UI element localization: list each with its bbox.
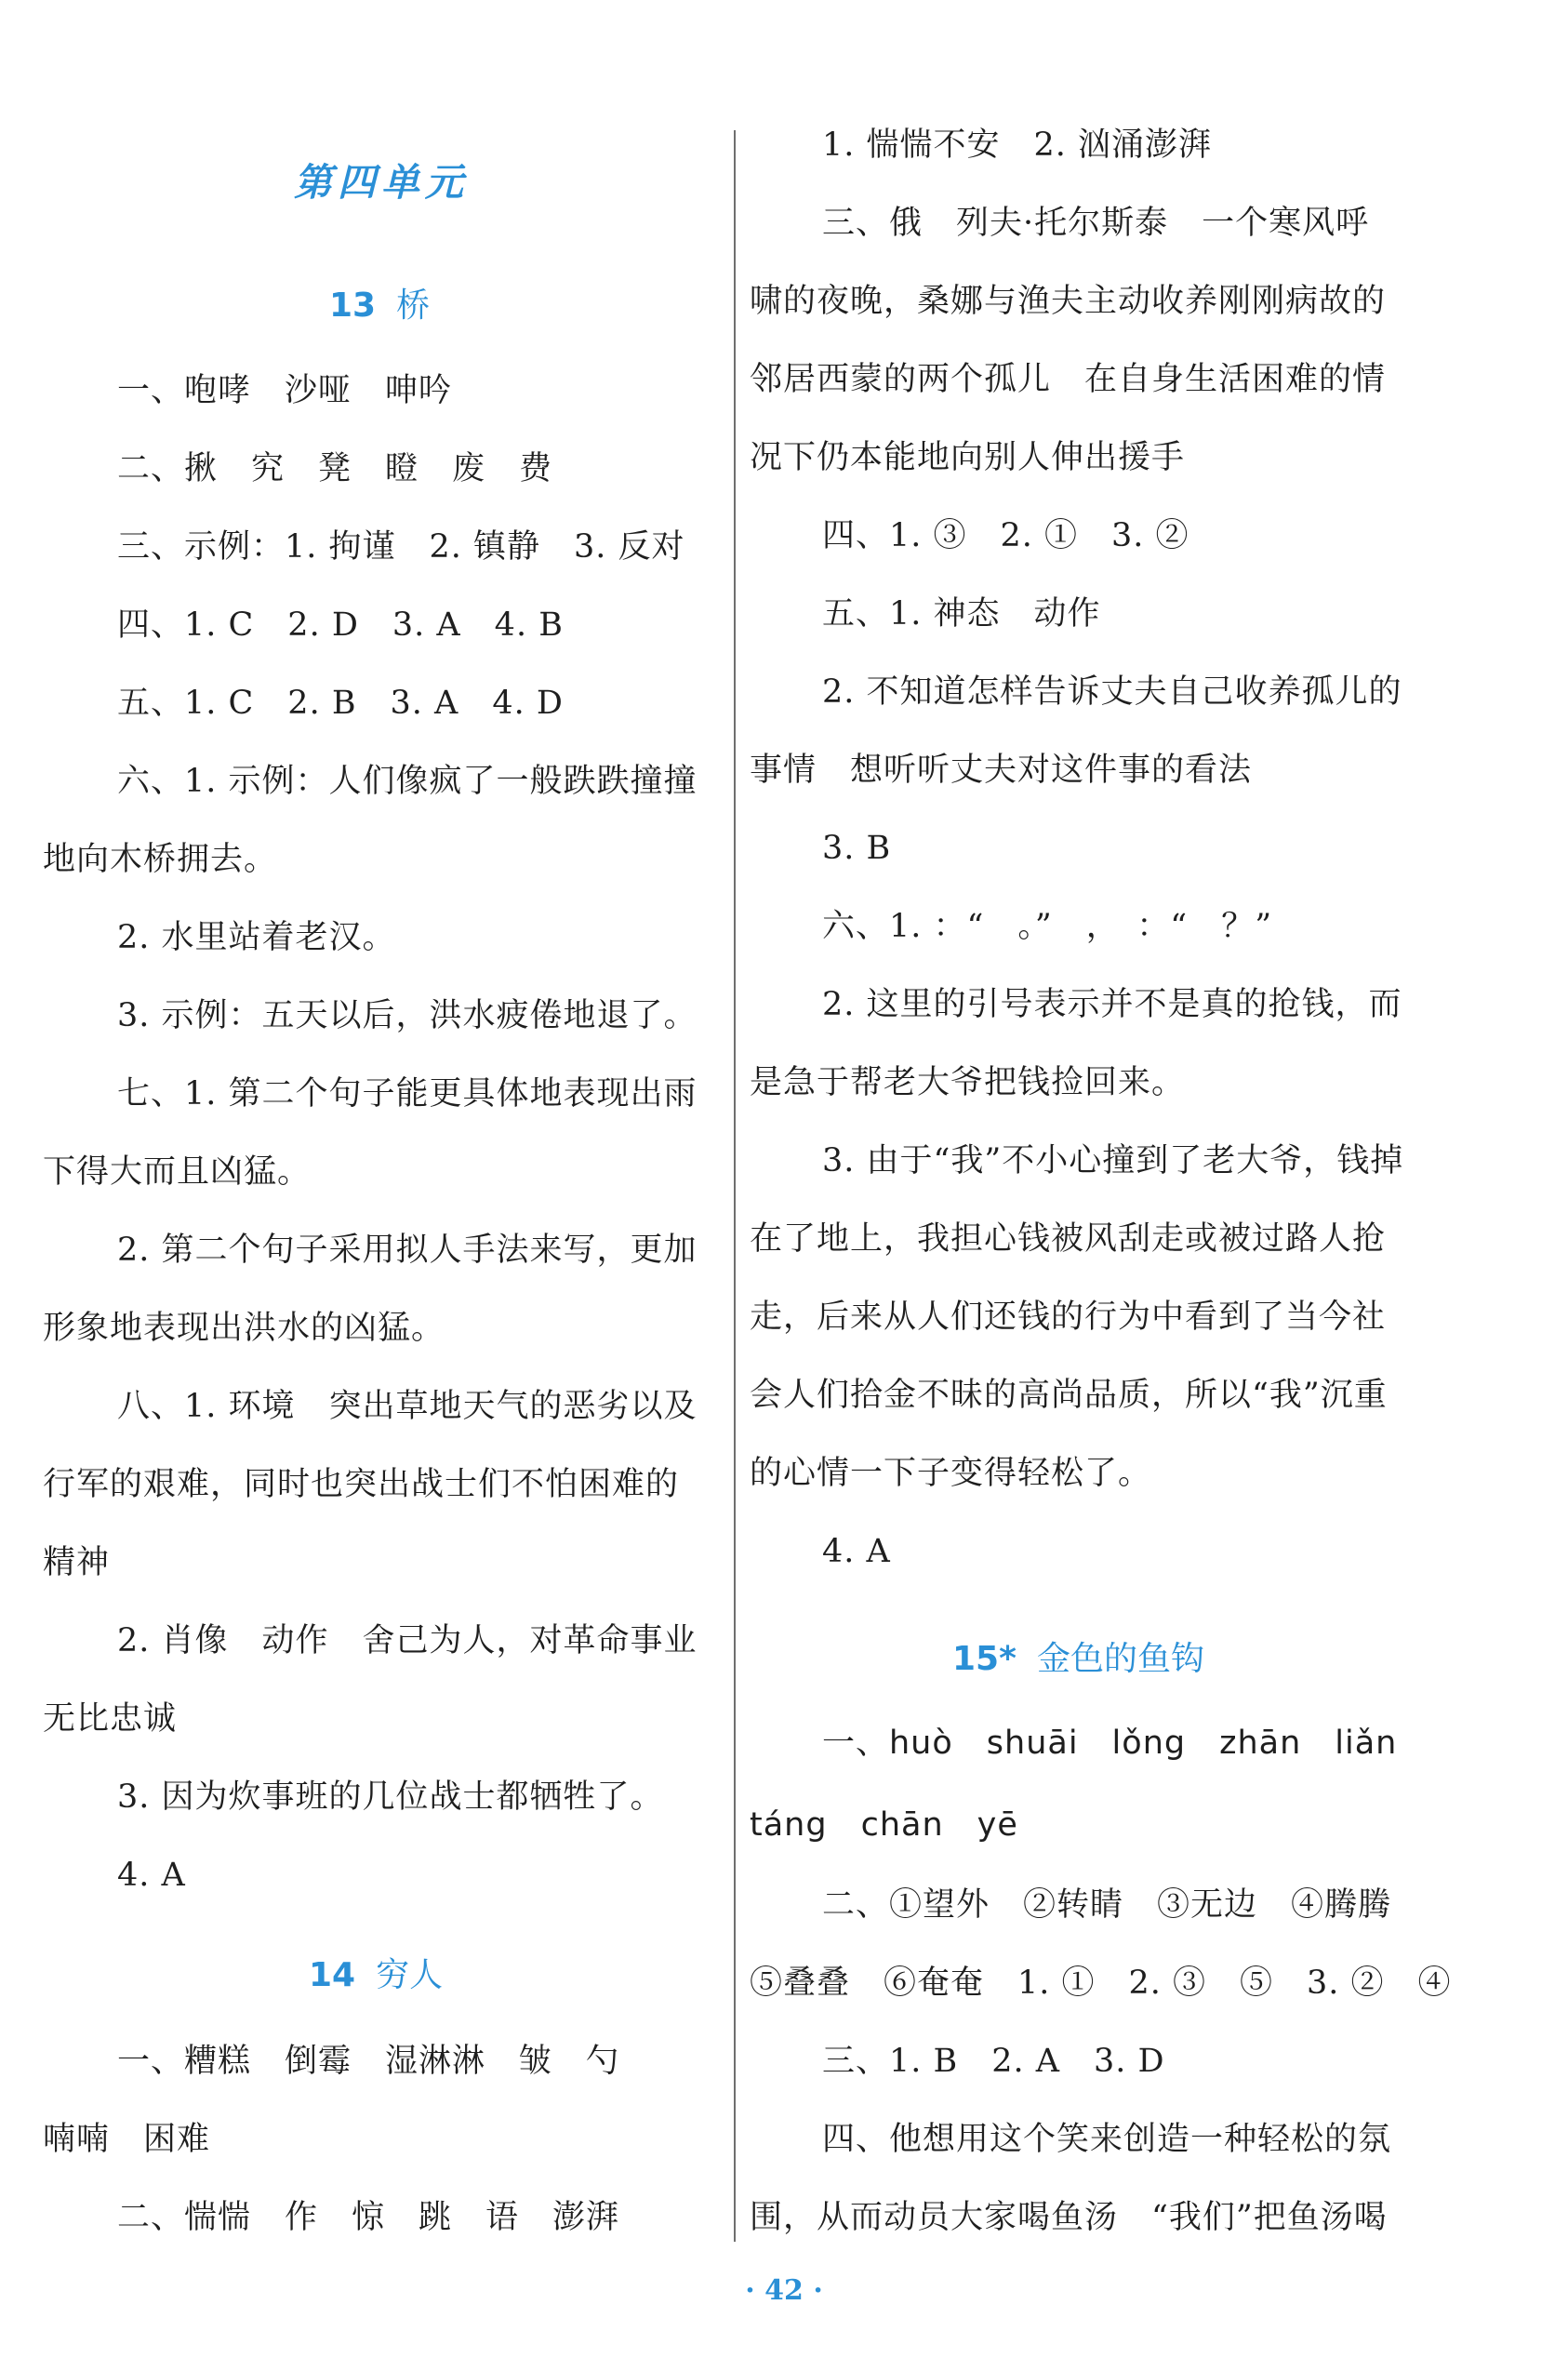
answer-line: 二、揪 究 凳 瞪 废 费 bbox=[117, 450, 553, 487]
answer-line: 四、他想用这个笑来创造一种轻松的氛 bbox=[822, 2121, 1392, 2158]
pinyin-line: 一、huò shuāi lǒng zhān liǎn bbox=[822, 1725, 1398, 1762]
answer-line: 会人们拾金不昧的高尚品质，所以“我”沉重 bbox=[750, 1377, 1388, 1414]
answer-line: 七、1. 第二个句子能更具体地表现出雨 bbox=[117, 1075, 698, 1112]
answer-line: 地向木桥拥去。 bbox=[43, 841, 278, 878]
answer-line: 在了地上，我担心钱被风刮走或被过路人抢 bbox=[750, 1220, 1387, 1258]
lesson-13-heading bbox=[329, 279, 430, 326]
lesson-15-heading bbox=[952, 1632, 1204, 1680]
answer-line: 形象地表现出洪水的凶猛。 bbox=[43, 1310, 445, 1347]
answer-line: 三、1. B 2. A 3. D bbox=[822, 2043, 1165, 2080]
answer-line: 五、1. C 2. B 3. A 4. D bbox=[117, 685, 564, 722]
lesson-title: 桥 bbox=[396, 286, 431, 325]
lesson-number: 13 bbox=[329, 286, 377, 325]
lesson-title: 穷人 bbox=[376, 1956, 444, 1994]
answer-line: 二、惴惴 作 惊 跳 语 澎湃 bbox=[117, 2199, 620, 2236]
answer-line: 一、糟糕 倒霉 湿淋淋 皱 勺 bbox=[117, 2043, 620, 2080]
answer-line: 八、1. 环境 突出草地天气的恶劣以及 bbox=[117, 1388, 698, 1425]
answer-line: 4. A bbox=[822, 1533, 891, 1570]
answer-line: 2. 不知道怎样告诉丈夫自己收养孤儿的 bbox=[822, 673, 1402, 711]
answer-line: 3. 示例：五天以后，洪水疲倦地退了。 bbox=[117, 997, 698, 1034]
answer-line: 走，后来从人们还钱的行为中看到了当今社 bbox=[750, 1299, 1387, 1336]
answer-line: 事情 想听听丈夫对这件事的看法 bbox=[750, 752, 1253, 789]
unit-title: 第四单元 bbox=[294, 160, 469, 205]
answer-line: 喃喃 困难 bbox=[43, 2121, 211, 2158]
answer-line: 4. A bbox=[117, 1857, 186, 1894]
answer-line: ⑤叠叠 ⑥奄奄 1. ① 2. ③ ⑤ 3. ② ④ bbox=[750, 1965, 1452, 2002]
lesson-number: 15* bbox=[952, 1640, 1017, 1678]
answer-line: 精神 bbox=[43, 1544, 111, 1581]
answer-line: 围，从而动员大家喝鱼汤 “我们”把鱼汤喝 bbox=[750, 2199, 1388, 2236]
answer-line: 六、1. 示例：人们像疯了一般跌跌撞撞 bbox=[117, 763, 698, 800]
answer-line: 啸的夜晚，桑娜与渔夫主动收养刚刚病故的 bbox=[750, 283, 1387, 320]
answer-line: 三、俄 列夫·托尔斯泰 一个寒风呼 bbox=[822, 205, 1370, 242]
answer-line: 下得大而且凶猛。 bbox=[43, 1153, 312, 1191]
answer-line: 行军的艰难，同时也突出战士们不怕困难的 bbox=[43, 1466, 680, 1503]
answer-line: 2. 肖像 动作 舍己为人，对革命事业 bbox=[117, 1622, 698, 1659]
answer-line: 无比忠诚 bbox=[43, 1700, 178, 1738]
answer-line: 一、咆哮 沙哑 呻吟 bbox=[117, 372, 453, 409]
answer-line: 三、示例：1. 拘谨 2. 镇静 3. 反对 bbox=[117, 528, 685, 566]
answer-line: 3. 由于“我”不小心撞到了老大爷，钱掉 bbox=[822, 1142, 1404, 1179]
lesson-number: 14 bbox=[309, 1956, 356, 1994]
answer-line: 四、1. ③ 2. ① 3. ② bbox=[822, 517, 1189, 554]
answer-line: 二、①望外 ②转睛 ③无边 ④腾腾 bbox=[822, 1886, 1392, 1924]
answer-line: 1. 惴惴不安 2. 汹涌澎湃 bbox=[822, 127, 1213, 164]
answer-line: 况下仍本能地向别人伸出援手 bbox=[750, 439, 1186, 476]
answer-line: 是急于帮老大爷把钱捡回来。 bbox=[750, 1064, 1186, 1101]
column-divider bbox=[734, 130, 736, 2242]
pinyin-line: táng chān yē bbox=[750, 1806, 1018, 1844]
answer-line: 邻居西蒙的两个孤儿 在自身生活困难的情 bbox=[750, 361, 1387, 398]
answer-line: 3. 因为炊事班的几位战士都牺牲了。 bbox=[117, 1778, 664, 1816]
answer-line: 四、1. C 2. D 3. A 4. B bbox=[117, 606, 564, 644]
answer-line: 六、1. ：“ 。” ， ：“ ？” bbox=[822, 908, 1273, 945]
page-number: · 42 · bbox=[745, 2274, 823, 2307]
answer-line: 的心情一下子变得轻松了。 bbox=[750, 1455, 1152, 1492]
answer-line: 2. 第二个句子采用拟人手法来写，更加 bbox=[117, 1232, 698, 1269]
answer-line: 2. 这里的引号表示并不是真的抢钱，而 bbox=[822, 986, 1402, 1023]
lesson-title: 金色的鱼钩 bbox=[1036, 1640, 1204, 1678]
answer-line: 2. 水里站着老汉。 bbox=[117, 919, 396, 956]
answer-line: 五、1. 神态 动作 bbox=[822, 595, 1101, 633]
lesson-14-heading bbox=[309, 1949, 443, 1996]
answer-line: 3. B bbox=[822, 830, 892, 867]
